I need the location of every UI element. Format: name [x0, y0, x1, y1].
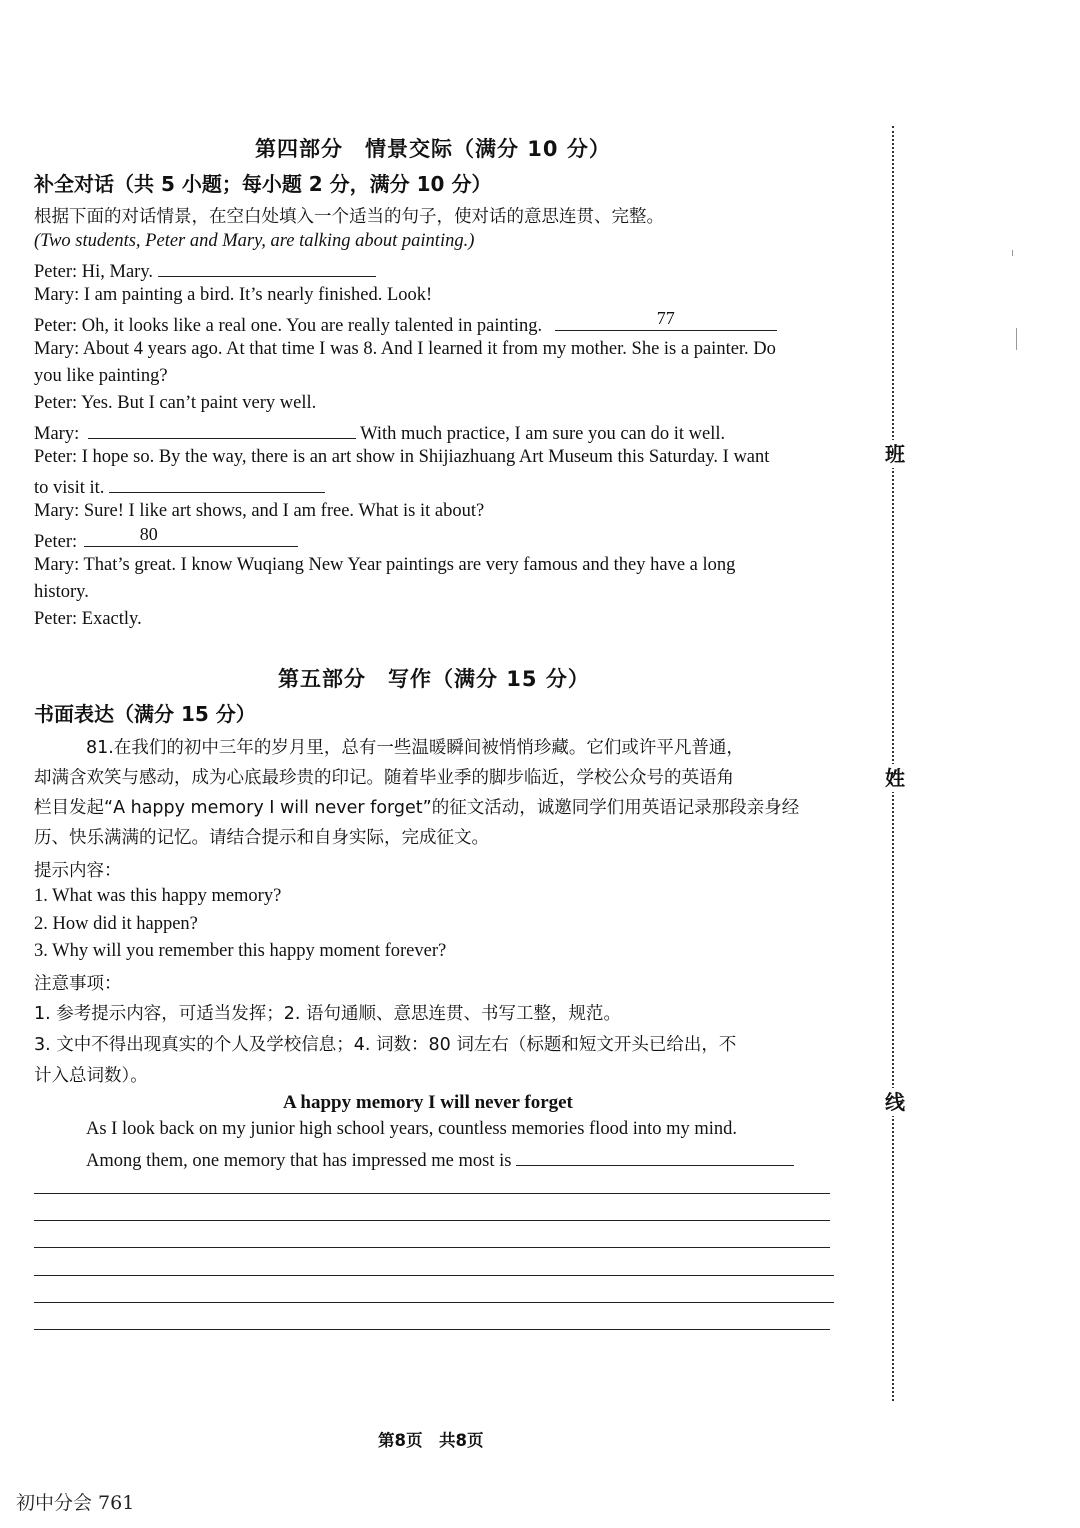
part4-heading: 第四部分 情景交际（满分 10 分）: [255, 137, 611, 161]
hint-3: 3. Why will you remember this happy moment forever?: [34, 941, 447, 961]
prompt-line-4: 历、快乐满满的记忆。请结合提示和自身实际，完成征文。: [34, 828, 489, 848]
writing-line-5[interactable]: [34, 1302, 834, 1303]
dialogue-line-1: Peter: Hi, Mary.: [34, 258, 376, 283]
answer-blank-80[interactable]: [84, 524, 298, 547]
answer-blank-79[interactable]: [109, 474, 325, 493]
dialogue-line-12: Mary: That’s great. I know Wuqiang New Year paintings are very famous and they have a long: [34, 555, 736, 575]
blank-number-80: 80: [139, 524, 158, 544]
dialogue-line-5: you like painting?: [34, 366, 168, 386]
dialogue-line-8: Peter: I hope so. By the way, there is an art show in Shijiazhuang Art Museum this Saturday. I want: [34, 447, 770, 467]
note-line-3: 计入总词数）。: [34, 1066, 148, 1086]
dialogue-line-4: Mary: About 4 years ago. At that time I was 8. And I learned it from my mother. She is a painter. Do: [34, 339, 776, 359]
dialogue-line-11: Peter: 80: [34, 528, 298, 553]
answer-blank-76[interactable]: [158, 258, 376, 277]
dialogue-line-3: Peter: Oh, it looks like a real one. You are really talented in painting. 77: [34, 312, 777, 337]
note-line-2: 3. 文中不得出现真实的个人及学校信息；4. 词数：80 词左右（标题和短文开头已给出，不: [34, 1035, 737, 1055]
essay-opening-line-2: Among them, one memory that has impressed me most is: [86, 1147, 794, 1172]
answer-blank-78[interactable]: [88, 420, 356, 439]
page-footer: 第8页 共8页: [378, 1431, 484, 1450]
writing-line-3[interactable]: [34, 1247, 830, 1248]
prompt-line-1: 81.在我们的初中三年的岁月里，总有一些温暖瞬间被悄悄珍藏。它们或许平凡普通，: [86, 738, 744, 758]
hints-label: 提示内容：: [34, 861, 122, 881]
essay-writing-blank[interactable]: [516, 1147, 794, 1166]
dialogue-line-2: Mary: I am painting a bird. It’s nearly finished. Look!: [34, 285, 433, 305]
writing-line-4[interactable]: [34, 1275, 834, 1276]
blank-number-77: 77: [656, 308, 675, 328]
essay-title: A happy memory I will never forget: [283, 1092, 573, 1113]
scan-mark: [1016, 328, 1017, 350]
dialogue-line-6: Peter: Yes. But I can’t paint very well.: [34, 393, 317, 413]
dialogue-line-9: to visit it.: [34, 474, 325, 499]
part5-subheading: 书面表达（满分 15 分）: [34, 702, 256, 726]
margin-char-2: 姓: [881, 764, 909, 792]
margin-char-3: 线: [881, 1088, 909, 1116]
dialogue-context: (Two students, Peter and Mary, are talking about painting.): [34, 231, 475, 251]
dialogue-line-10: Mary: Sure! I like art shows, and I am free. What is it about?: [34, 501, 485, 521]
scan-dot: [1012, 250, 1013, 256]
part4-subheading: 补全对话（共 5 小题；每小题 2 分，满分 10 分）: [34, 172, 492, 196]
watermark-label: 初中分会 761: [16, 1492, 135, 1514]
writing-line-1[interactable]: [34, 1193, 830, 1194]
prompt-line-2: 却满含欢笑与感动，成为心底最珍贵的印记。随着毕业季的脚步临近，学校公众号的英语角: [34, 768, 734, 788]
dialogue-line-7: Mary: With much practice, I am sure you can do it well.: [34, 420, 725, 445]
dialogue-line-13: history.: [34, 582, 89, 602]
part4-instruction: 根据下面的对话情景，在空白处填入一个适当的句子，使对话的意思连贯、完整。: [34, 207, 664, 227]
hint-1: 1. What was this happy memory?: [34, 886, 282, 906]
dialogue-line-14: Peter: Exactly.: [34, 609, 142, 629]
margin-char-1: 班: [881, 440, 909, 468]
writing-line-6[interactable]: [34, 1329, 830, 1330]
part5-heading: 第五部分 写作（满分 15 分）: [278, 667, 590, 691]
note-line-1: 1. 参考提示内容，可适当发挥；2. 语句通顺、意思连贯、书写工整，规范。: [34, 1004, 622, 1024]
notes-label: 注意事项：: [34, 974, 122, 994]
hint-2: 2. How did it happen?: [34, 914, 198, 934]
prompt-line-3: 栏目发起“A happy memory I will never forget”的征文活动，诚邀同学们用英语记录那段亲身经: [34, 798, 800, 818]
answer-blank-77[interactable]: [555, 308, 777, 331]
essay-opening-line-1: As I look back on my junior high school years, countless memories flood into my mind.: [86, 1119, 738, 1139]
writing-line-2[interactable]: [34, 1220, 830, 1221]
